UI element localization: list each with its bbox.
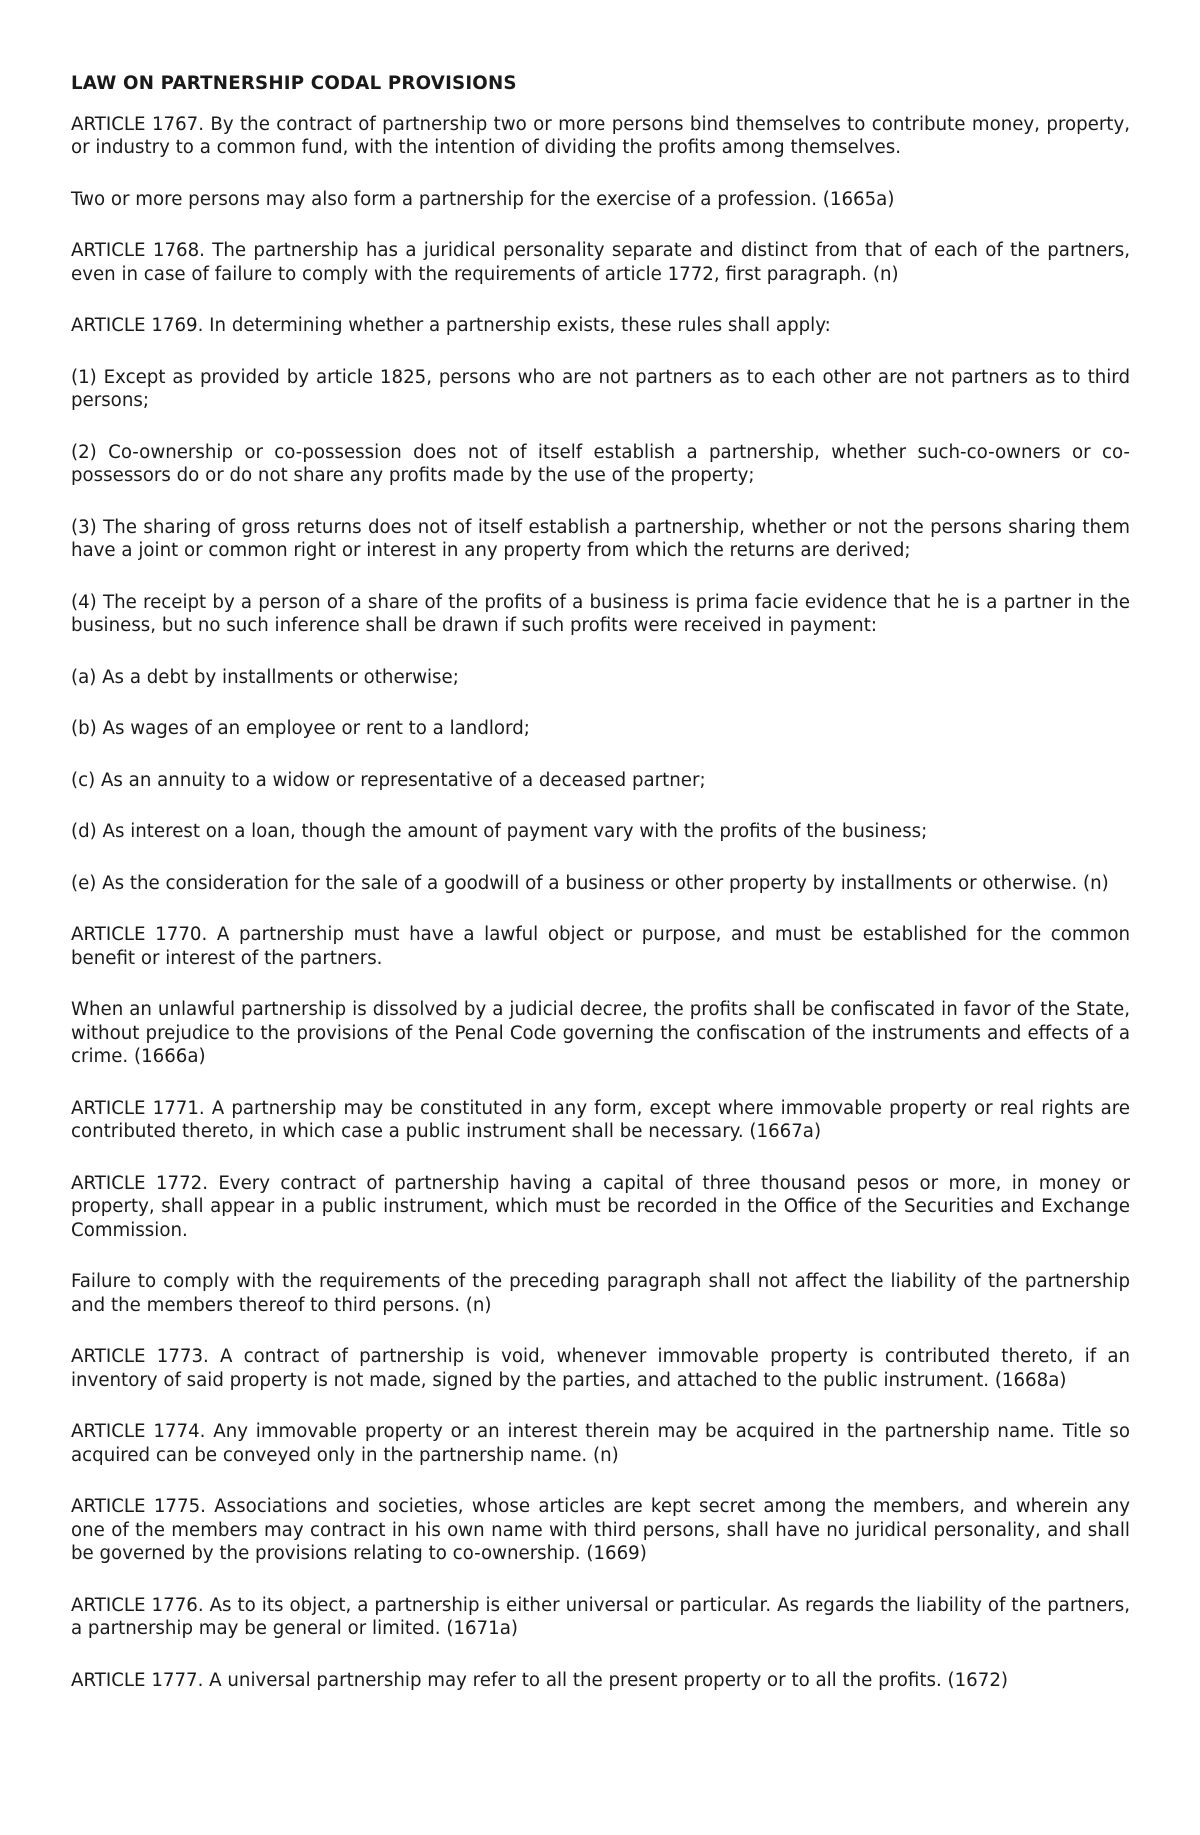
article-1767-paragraph: ARTICLE 1767. By the contract of partnership two or more persons bind themselves to contribute money, property, or industry to a common fund, with the intention of dividing the profits among themselves. xyxy=(71,113,1130,158)
article-1775-paragraph: ARTICLE 1775. Associations and societies, whose articles are kept secret among the members, and wherein any one of the members may contract in his own name with third persons, shall have no juridical personality, and shall be governed by the provisions relating to co-ownership. (1669) xyxy=(71,1496,1130,1564)
article-1777-paragraph: ARTICLE 1777. A universal partnership may refer to all the present property or to all the profits. (1672) xyxy=(71,1669,1008,1691)
article-1776-paragraph: ARTICLE 1776. As to its object, a partnership is either universal or particular. As regards the liability of the partners, a partnership may be general or limited. (1671a) xyxy=(71,1594,1130,1639)
article-1773-paragraph: ARTICLE 1773. A contract of partnership is void, whenever immovable property is contributed thereto, if an inventory of said property is not made, signed by the parties, and attached to the public instrument. (1668a) xyxy=(71,1346,1130,1391)
rule-3-paragraph: (3) The sharing of gross returns does not of itself establish a partnership, whether or not the persons sharing them have a joint or common right or interest in any property from which the returns are derived; xyxy=(71,516,1130,561)
rule-4-paragraph: (4) The receipt by a person of a share of the profits of a business is prima facie evidence that he is a partner in the business, but no such inference shall be drawn if such profits were received in payment: xyxy=(71,591,1130,636)
article-1769-paragraph: ARTICLE 1769. In determining whether a partnership exists, these rules shall apply: xyxy=(71,315,831,336)
document-page xyxy=(71,72,1130,1720)
article-1774-paragraph: ARTICLE 1774. Any immovable property or an interest therein may be acquired in the partnership name. Title so acquired can be conveyed only in the partnership name. (n) xyxy=(71,1421,1130,1466)
item-b-paragraph: (b) As wages of an employee or rent to a landlord; xyxy=(71,718,530,739)
item-c-paragraph: (c) As an annuity to a widow or representative of a deceased partner; xyxy=(71,769,706,791)
profession-partnership-paragraph: Two or more persons may also form a partnership for the exercise of a profession. (1665a) xyxy=(71,188,895,210)
item-d-paragraph: (d) As interest on a loan, though the amount of payment vary with the profits of the business; xyxy=(71,821,928,842)
rule-2-paragraph: (2) Co-ownership or co-possession does not of itself establish a partnership, whether such-co-owners or co-possessors do or do not share any profits made by the use of the property; xyxy=(71,441,1130,486)
item-a-paragraph: (a) As a debt by installments or otherwise; xyxy=(71,666,459,688)
article-1770-paragraph: ARTICLE 1770. A partnership must have a lawful object or purpose, and must be established for the common benefit or interest of the partners. xyxy=(71,924,1130,969)
article-1771-paragraph: ARTICLE 1771. A partnership may be constituted in any form, except where immovable property or real rights are contributed thereto, in which case a public instrument shall be necessary. (1667a) xyxy=(71,1097,1130,1142)
unlawful-partnership-paragraph: When an unlawful partnership is dissolved by a judicial decree, the profits shall be confiscated in favor of the State, without prejudice to the provisions of the Penal Code governing the confiscation of the instruments and effects of a crime. (1666a) xyxy=(71,999,1130,1067)
article-1772-paragraph: ARTICLE 1772. Every contract of partnership having a capital of three thousand pesos or more, in money or property, shall appear in a public instrument, which must be recorded in the Office of the Securities and Exchange Commission. xyxy=(71,1172,1130,1241)
article-1768-paragraph: ARTICLE 1768. The partnership has a juridical personality separate and distinct from that of each of the partners, even in case of failure to comply with the requirements of article 1772, first paragraph. (n) xyxy=(71,240,1130,285)
document-title: LAW ON PARTNERSHIP CODAL PROVISIONS xyxy=(71,73,517,94)
item-e-paragraph: (e) As the consideration for the sale of a goodwill of a business or other property by installments or otherwise. (n) xyxy=(71,872,1109,894)
rule-1-paragraph: (1) Except as provided by article 1825, persons who are not partners as to each other are not partners as to third persons; xyxy=(71,366,1130,411)
failure-to-comply-paragraph: Failure to comply with the requirements of the preceding paragraph shall not affect the liability of the partnership and the members thereof to third persons. (n) xyxy=(71,1271,1130,1316)
